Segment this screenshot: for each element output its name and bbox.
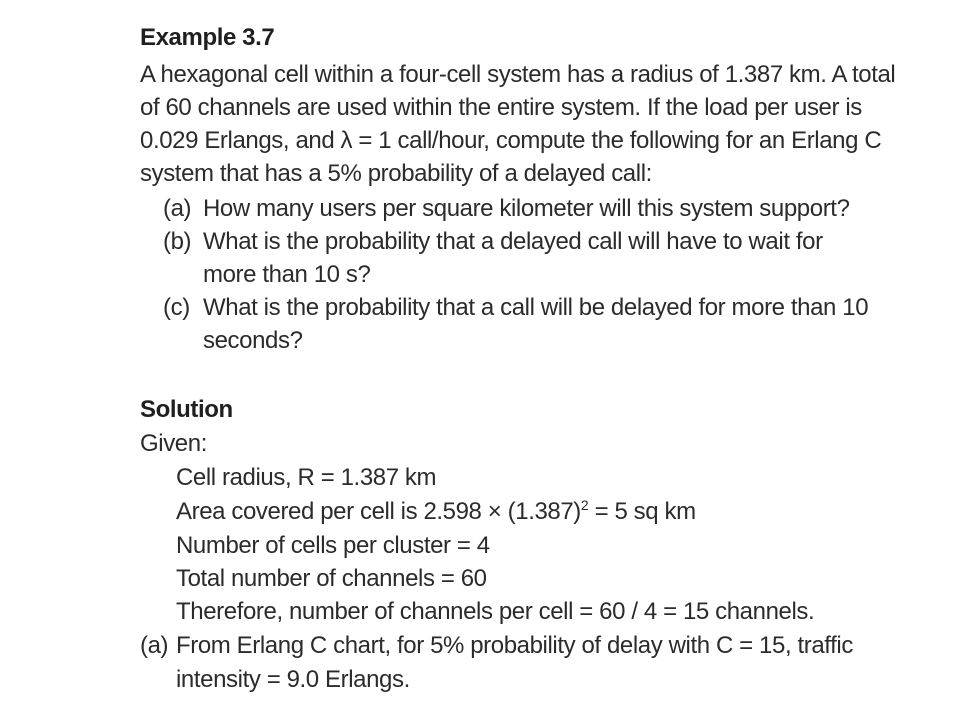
solution-title: Solution: [140, 396, 233, 423]
given-area-prefix: Area covered per cell is 2.598 × (1.387): [176, 498, 581, 525]
given-total-channels: Total number of channels = 60: [176, 565, 487, 592]
question-b-text-cont: more than 10 s?: [203, 261, 371, 288]
given-channels-per-cell: Therefore, number of channels per cell = 60 / 4 = 15 channels.: [176, 598, 815, 625]
given-cells-per-cluster: Number of cells per cluster = 4: [176, 532, 490, 559]
problem-line-4: system that has a 5% probability of a delayed call:: [140, 160, 652, 187]
question-a-text: How many users per square kilometer will this system support?: [203, 195, 850, 222]
problem-line-1: A hexagonal cell within a four-cell system has a radius of 1.387 km. A total: [140, 61, 896, 88]
given-area: [176, 497, 696, 525]
question-a-marker: (a): [163, 195, 192, 222]
given-area-suffix: = 5 sq km: [588, 498, 696, 525]
example-title: Example 3.7: [140, 24, 275, 51]
solution-part-a-marker: (a): [140, 632, 169, 659]
question-b-marker: (b): [163, 228, 192, 255]
solution-part-a-text: From Erlang C chart, for 5% probability of delay with C = 15, traffic: [176, 632, 853, 659]
question-c-text-cont: seconds?: [203, 327, 303, 354]
question-c-text: What is the probability that a call will be delayed for more than 10: [203, 294, 869, 321]
problem-line-3: 0.029 Erlangs, and λ = 1 call/hour, compute the following for an Erlang C: [140, 127, 882, 154]
given-area-exponent: 2: [580, 497, 589, 513]
problem-line-2: of 60 channels are used within the entire system. If the load per user is: [140, 94, 862, 121]
question-b-text: What is the probability that a delayed call will have to wait for: [203, 228, 823, 255]
given-label: Given:: [140, 430, 207, 457]
given-cell-radius: Cell radius, R = 1.387 km: [176, 464, 437, 491]
question-c-marker: (c): [163, 294, 190, 321]
solution-part-a-text-cont: intensity = 9.0 Erlangs.: [176, 666, 410, 693]
